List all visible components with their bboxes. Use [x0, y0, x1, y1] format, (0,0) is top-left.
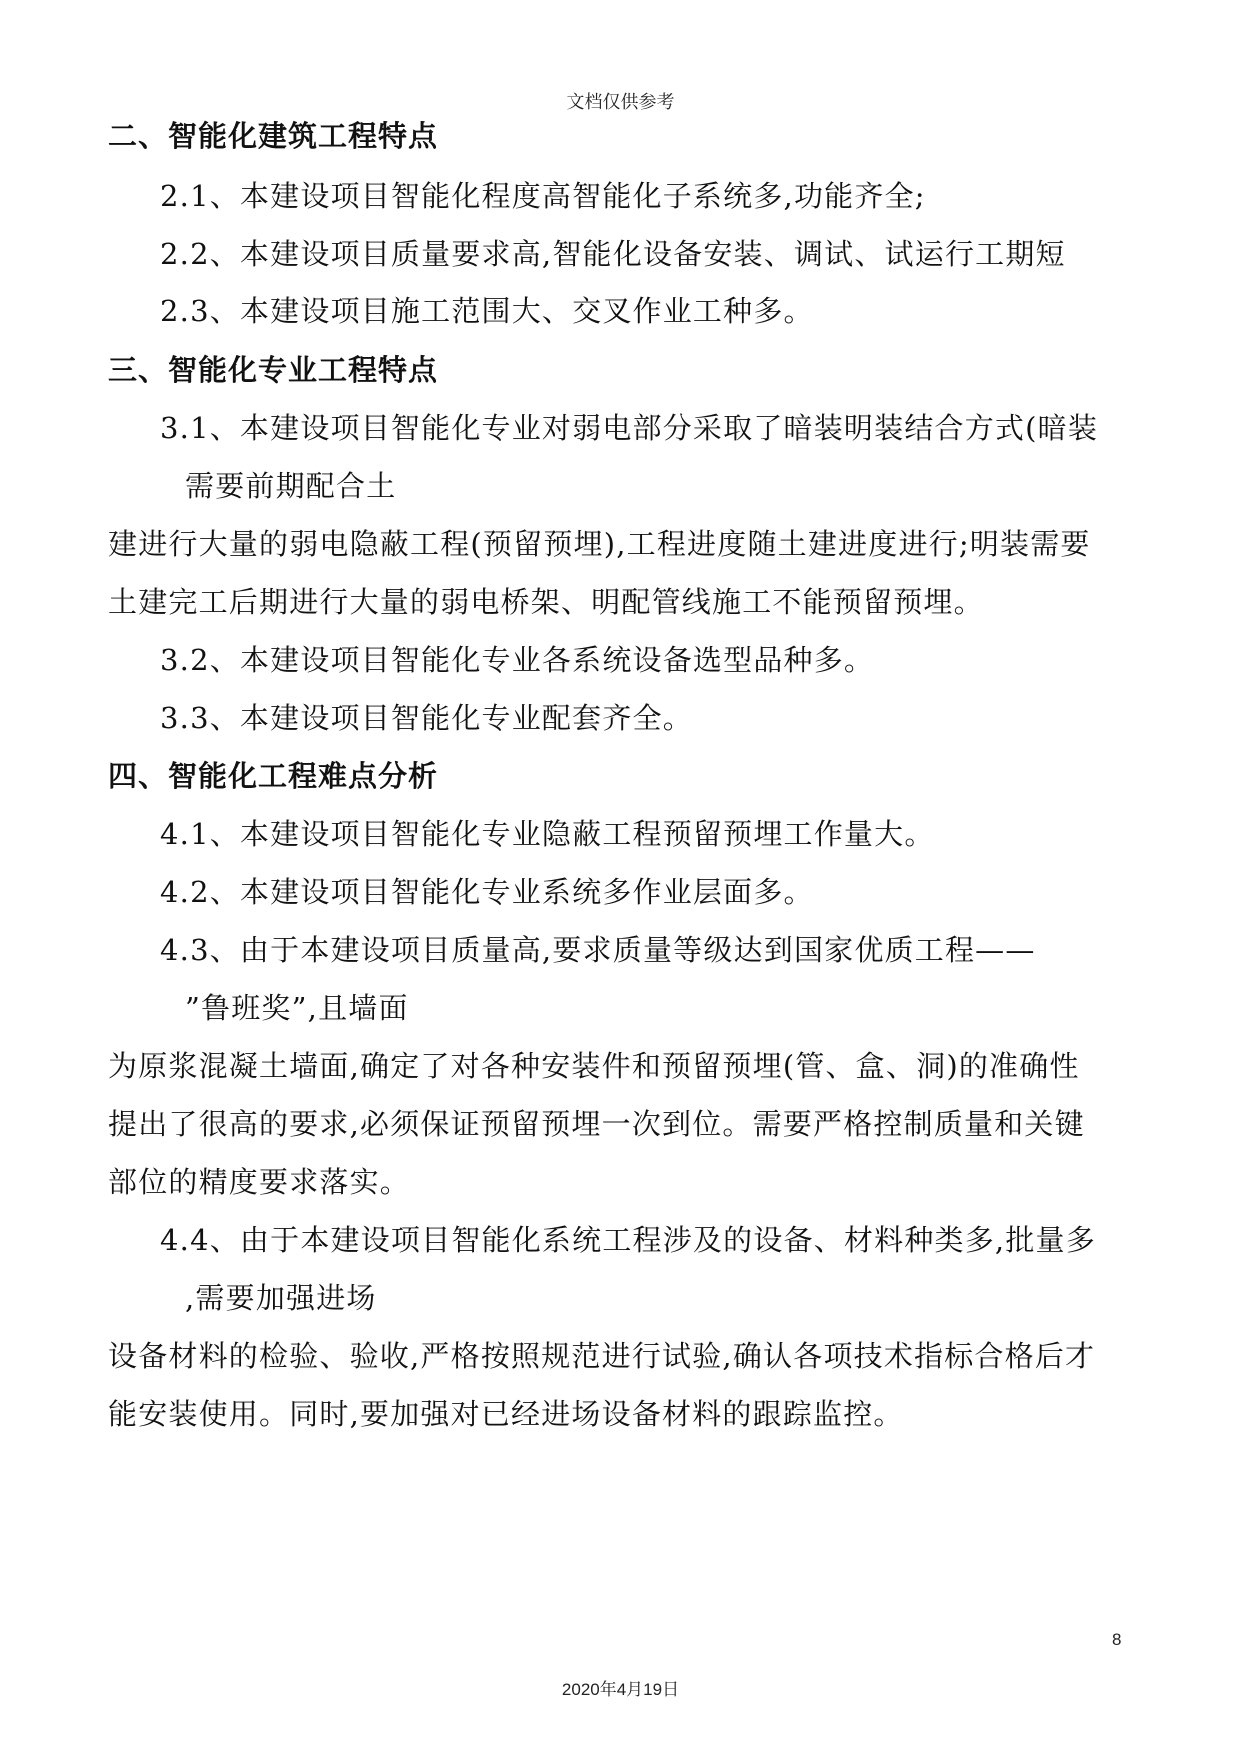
paragraph-line: 4.4、由于本建设项目智能化系统工程涉及的设备、材料种类多,批量多: [160, 1223, 1096, 1257]
section-heading-2: 二、智能化建筑工程特点: [108, 119, 439, 153]
section-heading-3: 三、智能化专业工程特点: [108, 353, 439, 387]
page-header: 文档仅供参考: [566, 92, 675, 113]
paragraph-line: 3.3、本建设项目智能化专业配套齐全。: [160, 701, 693, 735]
paragraph-line: ,需要加强进场: [185, 1281, 377, 1315]
paragraph-line: 提出了很高的要求,必须保证预留预埋一次到位。需要严格控制质量和关键: [108, 1107, 1085, 1141]
paragraph-line: 建进行大量的弱电隐蔽工程(预留预埋),工程进度随土建进度进行;明装需要: [108, 527, 1091, 561]
page-footer-date: 2020年4月19日: [561, 1680, 680, 1699]
paragraph-line: ”鲁班奖”,且墙面: [185, 991, 409, 1025]
paragraph-line: 4.3、由于本建设项目质量高,要求质量等级达到国家优质工程——: [160, 933, 1036, 967]
paragraph-line: 4.1、本建设项目智能化专业隐蔽工程预留预埋工作量大。: [160, 817, 935, 851]
paragraph-line: 2.2、本建设项目质量要求高,智能化设备安装、调试、试运行工期短: [160, 237, 1066, 271]
paragraph-line: 设备材料的检验、验收,严格按照规范进行试验,确认各项技术指标合格后才: [108, 1339, 1096, 1373]
paragraph-line: 4.2、本建设项目智能化专业系统多作业层面多。: [160, 875, 814, 909]
paragraph-line: 部位的精度要求落实。: [108, 1165, 411, 1199]
section-heading-4: 四、智能化工程难点分析: [108, 759, 439, 793]
paragraph-line: 能安装使用。同时,要加强对已经进场设备材料的跟踪监控。: [108, 1397, 904, 1431]
paragraph-line: 为原浆混凝土墙面,确定了对各种安装件和预留预埋(管、盒、洞)的准确性: [108, 1049, 1080, 1083]
paragraph-line: 2.1、本建设项目智能化程度高智能化子系统多,功能齐全;: [160, 179, 926, 213]
paragraph-line: 3.1、本建设项目智能化专业对弱电部分采取了暗装明装结合方式(暗装: [160, 411, 1099, 445]
paragraph-line: 2.3、本建设项目施工范围大、交叉作业工种多。: [160, 294, 814, 328]
page-number: 8: [1112, 1630, 1122, 1649]
paragraph-line: 土建完工后期进行大量的弱电桥架、明配管线施工不能预留预埋。: [108, 585, 984, 619]
paragraph-line: 3.2、本建设项目智能化专业各系统设备选型品种多。: [160, 643, 875, 677]
paragraph-line: 需要前期配合土: [185, 469, 397, 503]
